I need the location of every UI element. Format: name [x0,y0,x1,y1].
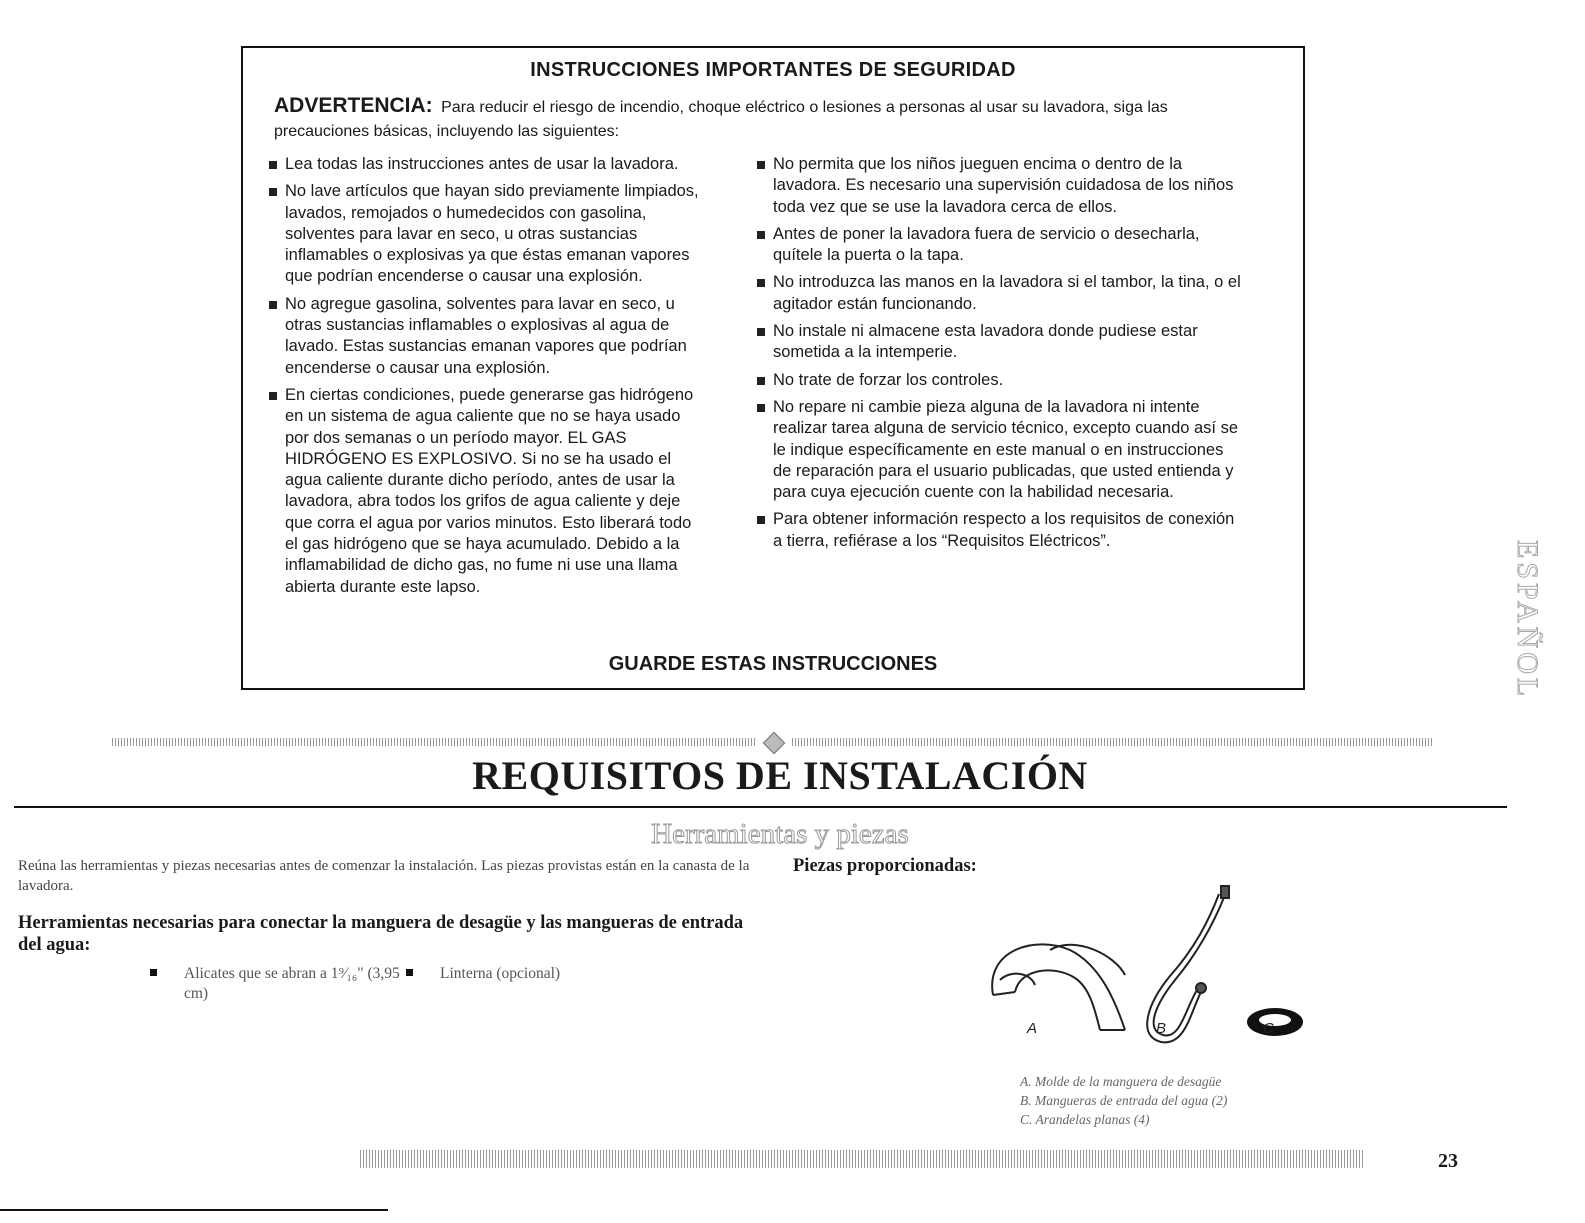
safety-item: No lave artículos que hayan sido previamente limpiados, lavados, remojados o humedecidos con gasolina, solventes para lavar en seco, u otras sustancias inflamables o explosivas ya que éstas emanan vapores que podrían encenderse o causar una explosión. [267,181,707,287]
safety-item: Para obtener información respecto a los requisitos de conexión a tierra, refiérase a los “Requisitos Eléctricos”. [755,509,1245,552]
parts-captions [1020,1072,1227,1129]
safety-item: No trate de forzar los controles. [755,370,1245,391]
safety-title: INSTRUCCIONES IMPORTANTES DE SEGURIDAD [530,59,1016,81]
safety-list-right [755,154,1245,558]
subsection-title: Herramientas y piezas [651,818,909,850]
safety-item: Lea todas las instrucciones antes de usar la lavadora. [267,154,707,175]
warning-text: Para reducir el riesgo de incendio, choque eléctrico o lesiones a personas al usar su lavadora, siga las precauciones básicas, incluyendo las siguientes: [274,99,1168,140]
tool-item: Alicates que se abran a 1⁹⁄₁₆" (3,95 cm) [150,964,424,1004]
safety-instructions-box [241,46,1305,690]
part-label-b: B [1156,1020,1167,1037]
decorative-rule-left [112,738,756,746]
diamond-icon [763,732,786,755]
caption-item: C. Arandelas planas (4) [1020,1112,1150,1127]
page-number: 23 [1438,1150,1458,1172]
safety-item: Antes de poner la lavadora fuera de servicio o desecharla, quítele la puerta o la tapa. [755,224,1245,267]
warning-paragraph [274,94,1263,144]
title-underline [14,806,1507,808]
bottom-rule [0,1209,388,1211]
save-instructions-footer: GUARDE ESTAS INSTRUCCIONES [608,653,938,675]
warning-lead: ADVERTENCIA: [274,94,433,117]
safety-item: No permita que los niños jueguen encima o dentro de la lavadora. Es necesario una supervisión cuidadosa de los niños toda vez que se use la lavadora cerca de ellos. [755,154,1245,218]
footer-decorative-rule [360,1150,1365,1168]
intro-paragraph: Reúna las herramientas y piezas necesarias antes de comenzar la instalación. Las piezas provistas están en la canasta de la lavadora. [18,858,750,894]
inlet-hose-icon [1147,886,1229,1042]
parts-heading: Piezas proporcionadas: [793,856,977,876]
safety-item: No introduzca las manos en la lavadora si el tambor, la tina, o el agitador están funcionando. [755,272,1245,315]
caption-item: A. Molde de la manguera de desagüe [1020,1074,1222,1089]
decorative-rule-right [792,738,1432,746]
safety-item: En ciertas condiciones, puede generarse gas hidrógeno en un sistema de agua caliente que no se haya usado por dos semanas o un período mayor. EL GAS HIDRÓGENO ES EXPLOSIVO. Si no se ha usado el agua caliente durante dicho período, antes de usar la lavadora, abra todos los grifos de agua caliente y deje que corra el agua por varios minutos. Esto liberará todo el gas hidrógeno que se haya acumulado. Debido a la inflamabilidad de dicho gas, no fume ni use una llama abierta durante este lapso. [267,385,707,598]
part-label-a: A [1027,1020,1038,1037]
safety-item: No agregue gasolina, solventes para lavar en seco, u otras sustancias inflamables o explosivas al agua de lavado. Estas sustancias emanan vapores que podrían encenderse o causar una explosión. [267,294,707,379]
flat-washer-icon [1247,1008,1303,1036]
tools-heading: Herramientas necesarias para conectar la manguera de desagüe y las mangueras de entrada del agua: [18,913,744,955]
section-title: REQUISITOS DE INSTALACIÓN [472,753,1088,798]
safety-item: No instale ni almacene esta lavadora donde pudiese estar sometida a la intemperie. [755,321,1245,364]
safety-list-left [267,154,707,604]
language-side-tab: ESPAÑOL [1511,540,1544,701]
caption-item: B. Mangueras de entrada del agua (2) [1020,1093,1228,1108]
safety-item: No repare ni cambie pieza alguna de la lavadora ni intente realizar tarea alguna de servicio técnico, excepto cuando así se le indique específicamente en este manual o en instrucciones de reparación para el usuario publicadas, que usted entienda y para cuya ejecución cuente con la habilidad necesaria. [755,397,1245,503]
drain-hose-form-icon [992,944,1125,1030]
tool-item: Linterna (opcional) [406,964,680,984]
part-label-c: C [1263,1020,1274,1037]
